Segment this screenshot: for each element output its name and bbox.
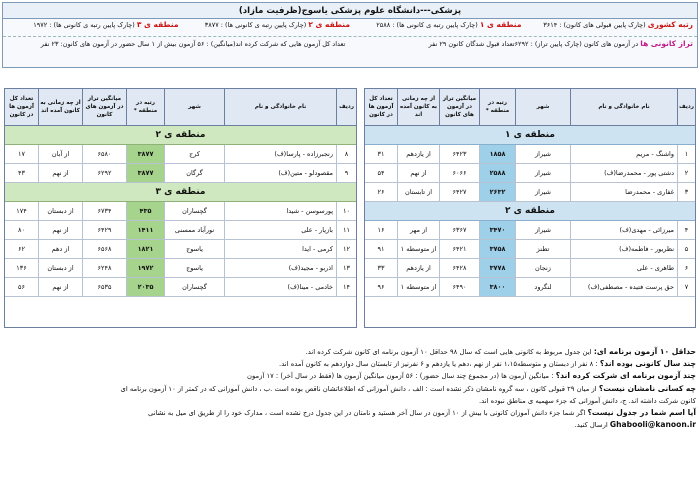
table-row: ۱۲ کرمی - ایدا یاسوج ۱۸۲۱ ۶۵۶۸ از دهم ۶۲ bbox=[5, 240, 356, 259]
accepted-count-info: تعداد قبول شدگان کانون ۲۹ نفر bbox=[428, 40, 515, 48]
table-row: ۱۰ پورسوسن - شیدا گچساران ۴۳۵ ۶۷۳۴ از دبستان ۱۷۴ bbox=[5, 202, 356, 221]
region3-info: منطقه ی ۳ (چارک پایین رتبه ی کانونی ها) : ۱۹۷۲ bbox=[33, 20, 179, 29]
long-attendance-info: بیش از ۱ سال حضور در آزمون های کانون: ۲۳ نفر bbox=[40, 40, 177, 48]
email-link[interactable]: Ghabooli@kanoon.ir bbox=[609, 420, 696, 430]
table-header bbox=[5, 89, 356, 126]
page-header bbox=[2, 2, 698, 68]
note-missing-names-cont: کانون شرکت داشته اند. ج، دانش آموزانی که جزء سهمیه ی مناطق نبوده اند. bbox=[479, 396, 696, 405]
col-row: ردیف bbox=[336, 89, 356, 125]
note-missing-names: چه کسانی نامشان نیست؟ از میان ۲۹ قبولی کانون ، سه گروه نامشان ذکر نشده است : الف ، دانش آموزانی که اطلاعاتشان ناقص بوده است .ب ، دانش آموزانی که در کمتر از ۱۰ آزمون برنامه ای bbox=[120, 383, 696, 393]
header-row-ranks bbox=[3, 19, 697, 31]
table-row: ۸ رنجبرزاده - پارسا(ف) کرج ۳۸۷۷ ۶۵۸۰ از آبان ۱۷ bbox=[5, 145, 356, 164]
kanoon-score-info: تراز کانونی ها در آزمون های کانون (چارک پایین تراز) : ۶۲۹۲ bbox=[514, 39, 693, 48]
table-row: ۱۳ اذربو - مجید(ف) یاسوج ۱۹۷۲ ۶۲۴۸ از دبستان ۱۳۶ bbox=[5, 259, 356, 278]
region-2-heading: منطقه ی ۲ bbox=[365, 202, 695, 221]
header-row-stats bbox=[3, 36, 697, 48]
table-row: ۱۴ خادمی - مینا(ف) گچساران ۲۰۳۵ ۶۵۳۵ از نهم ۵۶ bbox=[5, 278, 356, 297]
col-since: از چه زمانی به کانون آمده اند bbox=[38, 89, 82, 125]
region-3-heading: منطقه ی ۳ bbox=[5, 183, 356, 202]
table-row: ۲ دشتی پور - محمدرضا(ف) شیراز ۲۵۸۸ ۶۰۶۶ از نهم ۵۴ bbox=[365, 164, 695, 183]
region1-info: منطقه ی ۱ (چارک پایین رتبه ی کانونی ها) : ۲۵۸۸ bbox=[376, 20, 522, 29]
note-test-count: چند آزمون برنامه ای شرکت کرده اند؟ : میانگین آزمون ها (در مجموع چند سال حضور) : ۵۶ آزمون میانگین آزمون ها (فقط در سال آخر) : ۱۷ آزمون bbox=[246, 371, 696, 381]
region-1-heading: منطقه ی ۱ bbox=[365, 126, 695, 145]
col-name: نام خانوادگی و نام bbox=[570, 89, 677, 125]
col-city: شهر bbox=[164, 89, 224, 125]
note-not-listed: آیا اسم شما در جدول نیست؟ اگر شما جزء دانش آموزان کانونی با بیش از ۱۰ آزمون در سال آخر هستید و نامتان در این جدول درج نشده است ، مدارک خود را از طریق ای میل به نشانی bbox=[148, 408, 696, 418]
region-2-heading: منطقه ی ۲ bbox=[5, 126, 356, 145]
national-rank-info: رتبه کشوری (چارک پایین قبولی های کانون) : ۳۶۱۴ bbox=[543, 20, 693, 29]
average-tests-info: تعداد کل آزمون هایی که شرکت کرده اند(میانگین) : ۵۶ آزمون bbox=[178, 40, 346, 48]
table-row: ۱۱ بازیار - علی نورآباد ممسنی ۱۴۱۱ ۶۴۲۹ از نهم ۸۰ bbox=[5, 221, 356, 240]
note-years: چند سال کانونی بوده اند؟ : ۸ نفر از دبستان و متوسطه۱،۱۵ نفر از نهم ،دهم یا یازدهم و ۶ نفرنیز از تابستان سال دوازدهم به کانون آمده اند. bbox=[279, 359, 696, 369]
col-city: شهر bbox=[515, 89, 570, 125]
col-count: تعداد کل آزمون ها در کانون bbox=[9, 96, 34, 118]
table-row: ۶ طاهری - علی زنجان ۳۷۷۸ ۶۴۲۸ از یازدهم ۳۳ bbox=[365, 259, 695, 278]
note-min-tests: حداقل ۱۰ آزمون برنامه ای: این جدول مربوط به کانونی هایی است که سال ۹۸ حداقل ۱۰ آزمون برنامه ای کانون شرکت کرده اند. bbox=[305, 347, 696, 356]
notes-section bbox=[4, 346, 696, 431]
col-rank: رتبه در منطقه * bbox=[479, 89, 515, 125]
results-table-left bbox=[4, 88, 357, 328]
table-row: ۱ واشنگ - مریم شیراز ۱۸۵۸ ۶۴۲۳ از یازدهم ۳۱ bbox=[365, 145, 695, 164]
note-email: Ghabooli@kanoon.ir ارسال کنید. bbox=[574, 420, 696, 430]
col-average: میانگین تراز در آزمون های کانون bbox=[82, 89, 126, 125]
col-rank: رتبه در منطقه * bbox=[126, 89, 164, 125]
col-average: میانگین تراز در آزمون های کانون bbox=[439, 89, 479, 125]
col-row: ردیف bbox=[677, 89, 695, 125]
table-header bbox=[365, 89, 695, 126]
table-row: ۳ غفاری - محمدرضا شیراز ۲۶۳۲ ۶۴۲۷ از تابستان ۲۶ bbox=[365, 183, 695, 202]
table-row: ۹ مقصودلو - متین(ف) گرگان ۳۸۷۷ ۶۲۹۲ از نهم ۴۳ bbox=[5, 164, 356, 183]
table-row: ۷ حق پرست فتیده - مصطفی(ف) لنگرود ۳۸۰۰ ۶۴۹۰ از متوسطه ۱ ۹۶ bbox=[365, 278, 695, 297]
col-since: از چه زمانی به کانون آمده اند bbox=[397, 89, 439, 125]
table-row: ۴ میرزائی - مهدی(ف) شیراز ۳۴۷۰ ۶۳۶۷ از مهر ۱۶ bbox=[365, 221, 695, 240]
region2-info: منطقه ی ۲ (چارک پایین رتبه ی کانونی ها) : ۳۸۷۷ bbox=[204, 20, 350, 29]
col-count: تعداد کل آزمون ها در کانون bbox=[368, 96, 394, 118]
page-title: پزشکی---دانشگاه علوم پزشکی یاسوج(ظرفیت مازاد) bbox=[3, 3, 697, 19]
col-name: نام خانوادگی و نام bbox=[224, 89, 336, 125]
table-row: ۵ نظریور - فاطمه(ف) تطنز ۳۷۵۸ ۶۴۲۱ از متوسطه ۱ ۹۱ bbox=[365, 240, 695, 259]
results-table-right bbox=[364, 88, 696, 328]
